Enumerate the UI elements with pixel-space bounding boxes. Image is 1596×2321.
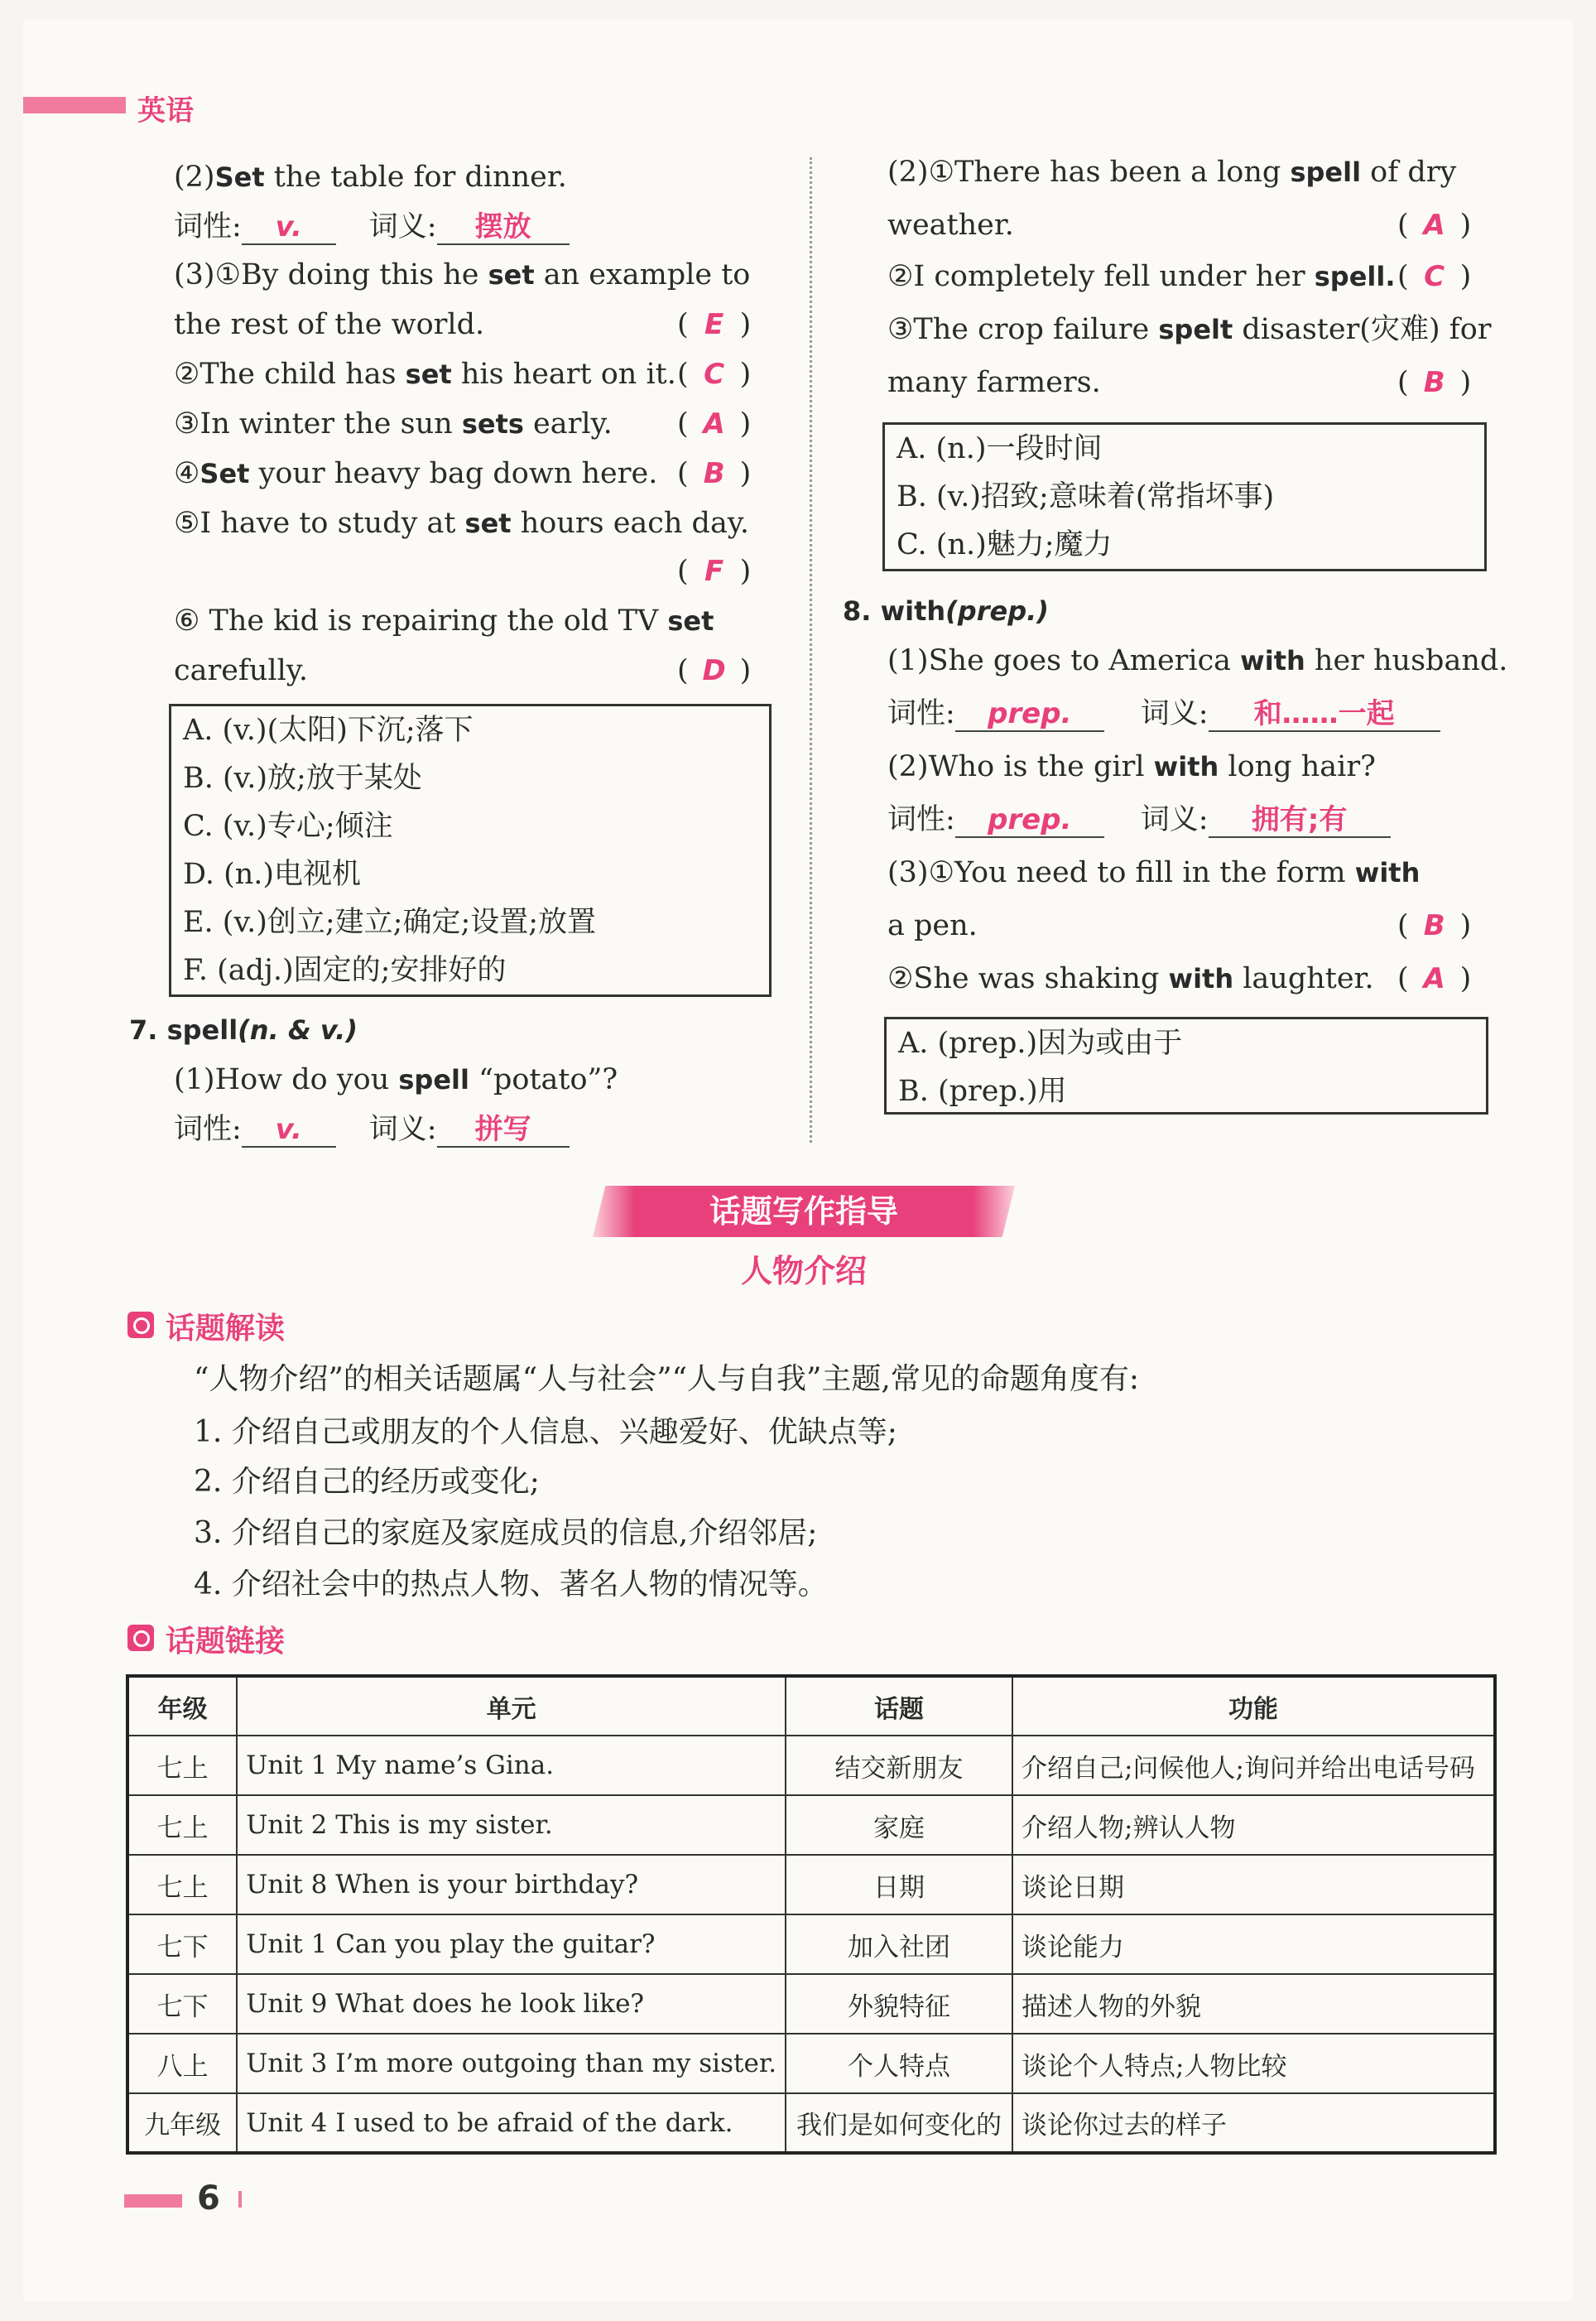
table-row (127, 1855, 1495, 1914)
set-3-2: ②The child has set his heart on it. (174, 358, 676, 391)
subject-label: 英语 (137, 94, 194, 128)
pos-answer: v. (242, 210, 336, 245)
page-number-tick (238, 2191, 242, 2208)
pos-answer: prep. (955, 697, 1104, 732)
cell-unit: Unit 8 When is your birthday? (237, 1855, 786, 1914)
spell-options-box (882, 422, 1487, 571)
spell-2-1-answer: ( A ) (1397, 209, 1472, 242)
header-grade: 年级 (127, 1676, 237, 1736)
q8-sentence-1: (1)She goes to America with her husband. (887, 644, 1508, 677)
header-unit: 单元 (237, 1676, 786, 1736)
cell-grade: 七上 (127, 1736, 237, 1795)
with-options-box (884, 1017, 1488, 1115)
meaning-answer: 和……一起 (1209, 697, 1440, 732)
point-3: 3. 介绍自己的家庭及家庭成员的信息,介绍邻居; (194, 1516, 818, 1550)
cell-topic: 结交新朋友 (786, 1736, 1012, 1795)
q8-2-answers: 词性: prep. 词义: 拥有;有 (887, 802, 1391, 838)
set-sentence-2: (2)Set the table for dinner. (174, 161, 567, 194)
point-4: 4. 介绍社会中的热点人物、著名人物的情况等。 (194, 1567, 828, 1601)
spell-2-3-answer: ( B ) (1397, 366, 1472, 399)
section-marker-icon (127, 1312, 154, 1338)
cell-unit: Unit 4 I used to be afraid of the dark. (237, 2093, 786, 2153)
option-b: B. (v.)招致;意味着(常指坏事) (897, 480, 1275, 513)
option-c: C. (v.)专心;倾注 (183, 810, 393, 843)
spell-2-1-line2: weather. (887, 209, 1014, 242)
table-row (127, 1736, 1495, 1795)
point-2: 2. 介绍自己的经历或变化; (194, 1465, 540, 1499)
cell-grade: 七下 (127, 1974, 237, 2034)
cell-topic: 个人特点 (786, 2034, 1012, 2093)
pos-answer: v. (242, 1113, 336, 1148)
table-row (127, 1974, 1495, 2034)
section-heading-links: 话题链接 (166, 1625, 286, 1659)
q8-1-answers: 词性: prep. 词义: 和……一起 (887, 696, 1440, 732)
cell-grade: 七下 (127, 1914, 237, 1974)
cell-topic: 我们是如何变化的 (786, 2093, 1012, 2153)
spell-2-2-answer: ( C ) (1397, 260, 1472, 293)
set-2-answers: 词性: v. 词义: 摆放 (174, 209, 570, 245)
q7-answers: 词性: v. 词义: 拼写 (174, 1111, 570, 1148)
table-header-row (127, 1676, 1495, 1736)
q7-sentence: (1)How do you spell “potato”? (174, 1063, 618, 1096)
spell-2-3-line2: many farmers. (887, 366, 1101, 399)
set-3-2-answer: ( C ) (677, 358, 752, 391)
set-3-1-line1: (3)①By doing this he set an example to (174, 258, 751, 291)
header-function: 功能 (1012, 1676, 1495, 1736)
table-row (127, 2093, 1495, 2153)
pos-answer: prep. (955, 803, 1104, 838)
cell-function: 描述人物的外貌 (1012, 1974, 1495, 2034)
cell-grade: 七上 (127, 1795, 237, 1855)
column-divider (810, 157, 812, 1143)
spell-2-2: ②I completely fell under her spell. (887, 260, 1396, 293)
cell-grade: 七上 (127, 1855, 237, 1914)
set-3-5-answer: ( F ) (677, 555, 752, 588)
option-a: A. (prep.)因为或由于 (898, 1027, 1183, 1060)
cell-topic: 外貌特征 (786, 1974, 1012, 2034)
set-3-4-answer: ( B ) (677, 457, 752, 490)
q8-sentence-4: ②She was shaking with laughter. (887, 962, 1374, 995)
cell-function: 介绍自己;问候他人;询问并给出电话号码 (1012, 1736, 1495, 1795)
table-row (127, 2034, 1495, 2093)
set-3-6-line1: ⑥ The kid is repairing the old TV set (174, 604, 714, 638)
q8-sentence-2: (2)Who is the girl with long hair? (887, 750, 1376, 783)
cell-function: 介绍人物;辨认人物 (1012, 1795, 1495, 1855)
spell-2-3-line1: ③The crop failure spelt disaster(灾难) for (887, 313, 1492, 346)
set-3-5: ⑤I have to study at set hours each day. (174, 507, 750, 540)
section-heading-interpretation: 话题解读 (166, 1312, 286, 1346)
cell-topic: 日期 (786, 1855, 1012, 1914)
topic-link-table (126, 1674, 1497, 2155)
set-3-6-line2: carefully. (174, 654, 309, 687)
cell-unit: Unit 1 Can you play the guitar? (237, 1914, 786, 1974)
cell-function: 谈论个人特点;人物比较 (1012, 2034, 1495, 2093)
section-marker-icon (127, 1625, 154, 1651)
q8-sentence-3-line2: a pen. (887, 909, 978, 942)
q8-3-answer: ( B ) (1397, 909, 1472, 942)
option-e: E. (v.)创立;建立;确定;设置;放置 (183, 906, 597, 939)
cell-unit: Unit 1 My name’s Gina. (237, 1736, 786, 1795)
topic-title: 人物介绍 (740, 1253, 867, 1289)
set-3-1-answer: ( E ) (677, 308, 752, 341)
table-row (127, 1914, 1495, 1974)
page-number: 6 (197, 2179, 220, 2217)
meaning-answer: 拼写 (437, 1113, 570, 1148)
cell-function: 谈论日期 (1012, 1855, 1495, 1914)
set-options-box (169, 704, 772, 997)
set-3-4: ④Set your heavy bag down here. (174, 457, 658, 490)
table-row (127, 1795, 1495, 1855)
cell-function: 谈论能力 (1012, 1914, 1495, 1974)
q7-heading: 7. spell(n. & v.) (129, 1014, 358, 1046)
option-b: B. (prep.)用 (898, 1075, 1067, 1108)
option-d: D. (n.)电视机 (183, 858, 362, 891)
cell-grade: 八上 (127, 2034, 237, 2093)
subject-bar (23, 97, 126, 113)
intro-paragraph: “人物介绍”的相关话题属“人与社会”“人与自我”主题,常见的命题角度有: (194, 1362, 1139, 1396)
cell-topic: 加入社团 (786, 1914, 1012, 1974)
cell-function: 谈论你过去的样子 (1012, 2093, 1495, 2153)
q8-sentence-3-line1: (3)①You need to fill in the form with (887, 856, 1421, 889)
meaning-answer: 拥有;有 (1209, 803, 1391, 838)
q8-4-answer: ( A ) (1397, 962, 1472, 995)
cell-unit: Unit 3 I’m more outgoing than my sister. (237, 2034, 786, 2093)
set-3-6-answer: ( D ) (677, 654, 752, 687)
point-1: 1. 介绍自己或朋友的个人信息、兴趣爱好、优缺点等; (194, 1415, 897, 1449)
option-a: A. (v.)(太阳)下沉;落下 (183, 714, 474, 747)
meaning-answer: 摆放 (437, 210, 570, 245)
set-3-3: ③In winter the sun sets early. (174, 407, 613, 441)
set-3-3-answer: ( A ) (677, 407, 752, 441)
cell-unit: Unit 9 What does he look like? (237, 1974, 786, 2034)
set-3-1-line2: the rest of the world. (174, 308, 485, 341)
spell-2-1-line1: (2)①There has been a long spell of dry (887, 156, 1457, 189)
section-banner-title: 话题写作指导 (709, 1193, 898, 1230)
cell-unit: Unit 2 This is my sister. (237, 1795, 786, 1855)
page-number-bar (124, 2194, 182, 2208)
header-topic: 话题 (786, 1676, 1012, 1736)
option-a: A. (n.)一段时间 (897, 432, 1103, 465)
q8-heading: 8. with(prep.) (843, 595, 1049, 627)
cell-topic: 家庭 (786, 1795, 1012, 1855)
option-b: B. (v.)放;放于某处 (183, 762, 422, 795)
option-c: C. (n.)魅力;魔力 (897, 528, 1113, 561)
cell-grade: 九年级 (127, 2093, 237, 2153)
option-f: F. (adj.)固定的;安排好的 (183, 954, 507, 987)
